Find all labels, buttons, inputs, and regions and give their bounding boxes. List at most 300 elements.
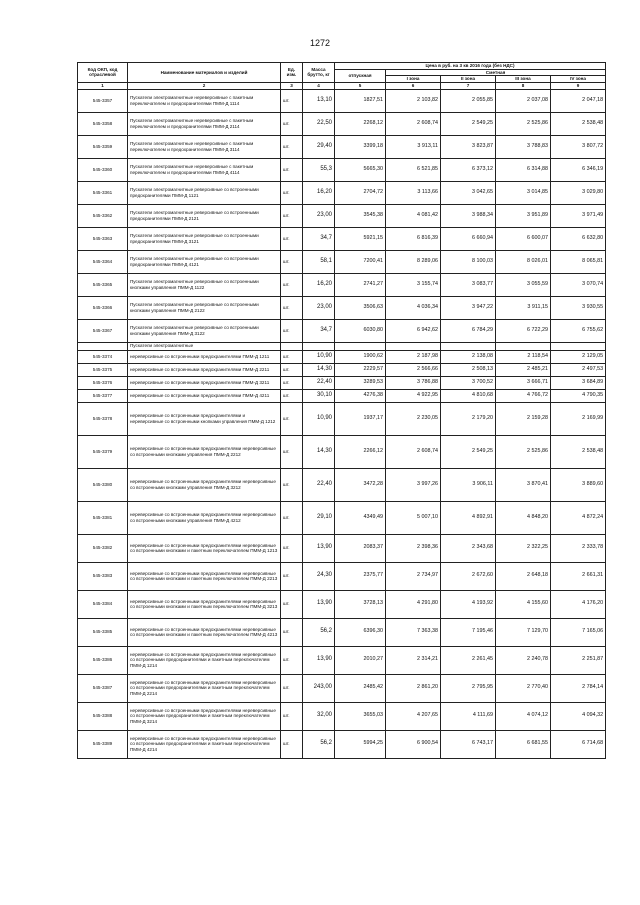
cell-price-zone-1: 4 207,65 (386, 702, 441, 730)
cell-code: 545-3381 (78, 501, 128, 534)
cell-code: 545-3383 (78, 562, 128, 590)
cell-price-release: 4349,49 (335, 501, 386, 534)
cell-code (78, 342, 128, 350)
cell-unit: шт. (281, 319, 303, 342)
cell-name: Пускатели электромагнитные реверсивные со встроенными кнопками управления ПММ-Д 1122 (128, 273, 281, 296)
cell-mass: 58,1 (303, 250, 335, 273)
cell-price-zone-2: 3 823,87 (441, 135, 496, 158)
cell-code: 545-3375 (78, 363, 128, 376)
cell-mass: 30,10 (303, 389, 335, 402)
cell-price-zone-1: 8 289,06 (386, 250, 441, 273)
cell-price-zone-4: 2 333,78 (551, 534, 606, 562)
cell-price-release: 1900,62 (335, 350, 386, 363)
header-zone-3: III зона (496, 76, 551, 83)
cell-price-release: 3506,63 (335, 296, 386, 319)
cell-price-zone-1: 2 103,82 (386, 89, 441, 112)
cell-code: 545-3363 (78, 227, 128, 250)
cell-price-release: 2268,12 (335, 112, 386, 135)
cell-price-zone-2: 2 549,25 (441, 112, 496, 135)
cell-mass: 22,40 (303, 468, 335, 501)
cell-price-zone-1: 3 113,66 (386, 181, 441, 204)
cell-code: 545-3364 (78, 250, 128, 273)
cell-price-zone-3: 3 951,89 (496, 204, 551, 227)
table-row (78, 112, 606, 135)
cell-price-zone-2: 2 055,85 (441, 89, 496, 112)
cell-price-zone-4: 6 755,62 (551, 319, 606, 342)
cell-price-zone-4: 3 889,60 (551, 468, 606, 501)
cell-price-zone-3: 3 055,59 (496, 273, 551, 296)
cell-name: нереверсивные со встроенными предохранителями нереверсивные со встроенными кнопками и пакетным переключателем ПММ-Д 1213 (128, 534, 281, 562)
table-row (78, 376, 606, 389)
cell-mass: 55,3 (303, 158, 335, 181)
cell-price-zone-1: 2 734,97 (386, 562, 441, 590)
cell-mass: 10,90 (303, 402, 335, 435)
cell-price-zone-3: 2 037,08 (496, 89, 551, 112)
cell-code: 545-3378 (78, 402, 128, 435)
cell-mass: 13,10 (303, 89, 335, 112)
cell-name: нереверсивные со встроенными предохранителями нереверсивные со встроенными предохранителями и пакетным переключателем ПММ-Д 4214 (128, 730, 281, 758)
cell-unit: шт. (281, 590, 303, 618)
header-release: отпускная (335, 69, 386, 82)
cell-unit: шт. (281, 135, 303, 158)
cell-price-zone-3: 2 485,21 (496, 363, 551, 376)
column-index: 9 (551, 82, 606, 89)
cell-code: 545-3376 (78, 376, 128, 389)
cell-price-zone-3: 6 600,07 (496, 227, 551, 250)
cell-price-zone-3: 4 766,72 (496, 389, 551, 402)
cell-name: нереверсивные со встроенными предохранителями ПММ-Д 1211 (128, 350, 281, 363)
cell-price-zone-3: 8 026,01 (496, 250, 551, 273)
cell-mass: 14,30 (303, 435, 335, 468)
cell-price-zone-4: 2 538,48 (551, 435, 606, 468)
cell-price-zone-4: 3 971,49 (551, 204, 606, 227)
header-zone-2: II зона (441, 76, 496, 83)
cell-price-zone-3: 3 666,71 (496, 376, 551, 389)
cell-price-release: 5994,25 (335, 730, 386, 758)
cell-price-zone-3: 3 014,85 (496, 181, 551, 204)
cell-price-zone-3: 2 118,54 (496, 350, 551, 363)
cell-price-zone-2: 2 179,20 (441, 402, 496, 435)
cell-price-zone-2: 2 795,95 (441, 674, 496, 702)
cell-price-zone-4: 8 065,81 (551, 250, 606, 273)
cell-price-release: 1937,17 (335, 402, 386, 435)
cell-mass: 23,00 (303, 296, 335, 319)
table-row (78, 702, 606, 730)
cell-price-zone-3: 6 722,29 (496, 319, 551, 342)
cell-price-zone-4: 4 094,32 (551, 702, 606, 730)
table-row (78, 534, 606, 562)
cell-price-zone-1: 4 081,42 (386, 204, 441, 227)
cell-price-zone-1: 6 900,54 (386, 730, 441, 758)
cell-price-zone-4: 2 661,31 (551, 562, 606, 590)
cell-price-zone-1: 2 314,21 (386, 646, 441, 674)
cell-price-zone-2: 2 261,45 (441, 646, 496, 674)
cell-price-zone-4: 6 346,19 (551, 158, 606, 181)
table-row (78, 730, 606, 758)
cell-code: 545-3379 (78, 435, 128, 468)
cell-code: 545-3367 (78, 319, 128, 342)
cell-price-zone-3: 7 129,70 (496, 618, 551, 646)
cell-mass: 22,50 (303, 112, 335, 135)
header-estimated: Сметная (386, 69, 606, 76)
header-mass: Масса брутто, кг (303, 63, 335, 83)
cell-price-zone-2: 3 042,65 (441, 181, 496, 204)
header-unit: Ед. изм. (281, 63, 303, 83)
cell-price-zone-1: 3 786,88 (386, 376, 441, 389)
cell-mass: 29,40 (303, 135, 335, 158)
cell-name: нереверсивные со встроенными предохранителями нереверсивные со встроенными предохранителями и пакетным переключателем ПММ-Д 3214 (128, 702, 281, 730)
table-row (78, 590, 606, 618)
cell-price-zone-3: 3 788,83 (496, 135, 551, 158)
cell-price-release: 4276,38 (335, 389, 386, 402)
table-row (78, 363, 606, 376)
cell-price-release: 7200,41 (335, 250, 386, 273)
cell-name: нереверсивные со встроенными предохранителями нереверсивные со встроенными кнопками управления ПММ-Д 3212 (128, 468, 281, 501)
cell-price-zone-3: 4 074,12 (496, 702, 551, 730)
cell-price-zone-2: 2 508,13 (441, 363, 496, 376)
cell-name: нереверсивные со встроенными предохранителями нереверсивные со встроенными предохранителями и пакетным переключателем ПММ-Д 1214 (128, 646, 281, 674)
cell-price-zone-4: 3 070,74 (551, 273, 606, 296)
cell-price-release: 2229,57 (335, 363, 386, 376)
cell-mass: 32,00 (303, 702, 335, 730)
cell-price-release: 3728,13 (335, 590, 386, 618)
cell-price-release: 5665,30 (335, 158, 386, 181)
cell-unit: шт. (281, 730, 303, 758)
cell-price-zone-1: 3 913,11 (386, 135, 441, 158)
cell-price-zone-1: 3 997,26 (386, 468, 441, 501)
cell-mass: 14,30 (303, 363, 335, 376)
cell-unit: шт. (281, 674, 303, 702)
cell-code: 545-3374 (78, 350, 128, 363)
cell-price-zone-4: 2 047,18 (551, 89, 606, 112)
price-table (77, 62, 606, 759)
cell-price-zone-3: 2 240,78 (496, 646, 551, 674)
header-price-title: Цена в руб. на 3 кв 2016 года (без НДС) (335, 63, 606, 70)
cell-mass: 34,7 (303, 319, 335, 342)
cell-price-zone-1: 2 230,05 (386, 402, 441, 435)
cell-price-zone-2 (441, 342, 496, 350)
cell-price-release: 3472,28 (335, 468, 386, 501)
cell-price-zone-4: 6 714,68 (551, 730, 606, 758)
cell-mass: 10,90 (303, 350, 335, 363)
table-row (78, 501, 606, 534)
column-index: 1 (78, 82, 128, 89)
table-row (78, 562, 606, 590)
cell-unit: шт. (281, 158, 303, 181)
table-row (78, 158, 606, 181)
cell-price-zone-4: 7 165,06 (551, 618, 606, 646)
table-row (78, 646, 606, 674)
cell-price-zone-4: 3 684,89 (551, 376, 606, 389)
cell-code: 545-3388 (78, 702, 128, 730)
table-row (78, 402, 606, 435)
cell-unit: шт. (281, 296, 303, 319)
cell-code: 545-3384 (78, 590, 128, 618)
cell-name: нереверсивные со встроенными предохранителями нереверсивные со встроенными кнопками управления ПММ-Д 4212 (128, 501, 281, 534)
cell-mass: 16,20 (303, 181, 335, 204)
cell-price-zone-3: 2 322,25 (496, 534, 551, 562)
cell-price-zone-3: 2 525,86 (496, 112, 551, 135)
cell-price-zone-2: 3 947,22 (441, 296, 496, 319)
cell-price-zone-2: 6 743,17 (441, 730, 496, 758)
cell-price-zone-2: 8 100,03 (441, 250, 496, 273)
cell-price-zone-3: 4 848,20 (496, 501, 551, 534)
cell-price-zone-3 (496, 342, 551, 350)
cell-code: 545-3361 (78, 181, 128, 204)
header-code: Код ОКП, код отраслевой (78, 63, 128, 83)
cell-mass: 56,2 (303, 618, 335, 646)
cell-price-zone-4: 3 930,55 (551, 296, 606, 319)
cell-mass: 13,90 (303, 534, 335, 562)
cell-mass: 16,20 (303, 273, 335, 296)
cell-unit: шт. (281, 350, 303, 363)
column-index: 5 (335, 82, 386, 89)
cell-price-zone-1: 3 155,74 (386, 273, 441, 296)
cell-unit: шт. (281, 389, 303, 402)
cell-price-zone-1: 4 291,80 (386, 590, 441, 618)
cell-price-zone-4: 4 176,20 (551, 590, 606, 618)
header-name: Наименование материалов и изделий (128, 63, 281, 83)
page-number: 1272 (309, 38, 331, 48)
cell-code: 545-3385 (78, 618, 128, 646)
column-index: 7 (441, 82, 496, 89)
cell-code: 545-3382 (78, 534, 128, 562)
cell-name: Пускатели электромагнитные реверсивные со встроенными предохранителями ПММ-Д 2121 (128, 204, 281, 227)
cell-price-zone-1: 2 608,74 (386, 435, 441, 468)
cell-name: Пускатели электромагнитные реверсивные со встроенными предохранителями ПММ-Д 3121 (128, 227, 281, 250)
cell-price-zone-4: 2 784,14 (551, 674, 606, 702)
cell-name: нереверсивные со встроенными предохранителями нереверсивные со встроенными кнопками и пакетным переключателем ПММ-Д 2213 (128, 562, 281, 590)
cell-unit: шт. (281, 702, 303, 730)
cell-mass: 22,40 (303, 376, 335, 389)
cell-price-release (335, 342, 386, 350)
cell-price-zone-2: 2 672,60 (441, 562, 496, 590)
cell-price-zone-2: 4 810,68 (441, 389, 496, 402)
cell-price-zone-1: 2 566,66 (386, 363, 441, 376)
cell-price-release: 3655,03 (335, 702, 386, 730)
cell-price-zone-2: 6 660,94 (441, 227, 496, 250)
header-zone-1: I зона (386, 76, 441, 83)
cell-code: 545-3357 (78, 89, 128, 112)
cell-price-zone-1: 5 007,10 (386, 501, 441, 534)
cell-code: 545-3359 (78, 135, 128, 158)
cell-price-release: 5921,15 (335, 227, 386, 250)
cell-price-zone-3: 6 681,55 (496, 730, 551, 758)
cell-name: нереверсивные со встроенными предохранителями ПММ-Д 4211 (128, 389, 281, 402)
table-row (78, 250, 606, 273)
cell-price-zone-3: 4 155,60 (496, 590, 551, 618)
cell-mass: 243,00 (303, 674, 335, 702)
table-row (78, 273, 606, 296)
cell-name: Пускатели электромагнитные нереверсивные с пакетным переключателем и предохранителями ПММ-Д 1114 (128, 89, 281, 112)
cell-price-zone-4: 4 872,24 (551, 501, 606, 534)
cell-price-zone-3: 2 648,18 (496, 562, 551, 590)
cell-price-release: 2083,37 (335, 534, 386, 562)
cell-name: Пускатели электромагнитные нереверсивные с пакетным переключателем и предохранителями ПММ-Д 3114 (128, 135, 281, 158)
cell-price-release: 2704,72 (335, 181, 386, 204)
cell-name: нереверсивные со встроенными предохранителями ПММ-Д 2211 (128, 363, 281, 376)
cell-name: нереверсивные со встроенными предохранителями нереверсивные со встроенными кнопками и пакетным переключателем ПММ-Д 4213 (128, 618, 281, 646)
column-index: 4 (303, 82, 335, 89)
cell-price-zone-3: 2 770,40 (496, 674, 551, 702)
cell-unit: шт. (281, 363, 303, 376)
cell-price-release: 2741,27 (335, 273, 386, 296)
column-index: 6 (386, 82, 441, 89)
cell-price-zone-2: 2 343,68 (441, 534, 496, 562)
cell-price-zone-3: 3 911,15 (496, 296, 551, 319)
cell-price-release: 2485,42 (335, 674, 386, 702)
table-row (78, 135, 606, 158)
table-row (78, 319, 606, 342)
cell-name: Пускатели электромагнитные реверсивные со встроенными кнопками управления ПММ-Д 2122 (128, 296, 281, 319)
table-row (78, 435, 606, 468)
table-row (78, 342, 606, 350)
table-row (78, 204, 606, 227)
cell-price-zone-2: 3 083,77 (441, 273, 496, 296)
cell-price-zone-1: 6 942,62 (386, 319, 441, 342)
cell-mass: 56,2 (303, 730, 335, 758)
cell-price-zone-2: 2 138,08 (441, 350, 496, 363)
cell-unit: шт. (281, 273, 303, 296)
cell-mass: 34,7 (303, 227, 335, 250)
cell-price-release: 2375,77 (335, 562, 386, 590)
cell-code: 545-3386 (78, 646, 128, 674)
cell-unit: шт. (281, 250, 303, 273)
cell-price-zone-4 (551, 342, 606, 350)
table-row (78, 468, 606, 501)
cell-price-zone-2: 4 193,92 (441, 590, 496, 618)
table-row (78, 227, 606, 250)
cell-unit: шт. (281, 435, 303, 468)
cell-unit: шт. (281, 227, 303, 250)
cell-price-zone-1: 2 608,74 (386, 112, 441, 135)
column-index: 3 (281, 82, 303, 89)
cell-unit: шт. (281, 181, 303, 204)
cell-price-zone-2: 3 700,52 (441, 376, 496, 389)
cell-code: 545-3358 (78, 112, 128, 135)
cell-price-zone-1: 4 036,34 (386, 296, 441, 319)
cell-unit: шт. (281, 204, 303, 227)
cell-code: 545-3360 (78, 158, 128, 181)
header-zone-4: IV зона (551, 76, 606, 83)
cell-price-zone-1: 2 398,36 (386, 534, 441, 562)
cell-price-release: 1827,51 (335, 89, 386, 112)
cell-price-zone-3: 6 314,88 (496, 158, 551, 181)
table-row (78, 674, 606, 702)
cell-price-zone-4: 3 029,80 (551, 181, 606, 204)
cell-price-zone-4: 2 497,53 (551, 363, 606, 376)
cell-price-zone-4: 2 538,48 (551, 112, 606, 135)
cell-mass: 23,00 (303, 204, 335, 227)
cell-code: 545-3380 (78, 468, 128, 501)
cell-unit (281, 342, 303, 350)
cell-price-zone-4: 6 632,80 (551, 227, 606, 250)
table-row (78, 296, 606, 319)
cell-mass (303, 342, 335, 350)
table-row (78, 389, 606, 402)
cell-unit: шт. (281, 89, 303, 112)
cell-price-zone-3: 3 870,41 (496, 468, 551, 501)
cell-price-zone-2: 6 784,29 (441, 319, 496, 342)
column-index: 2 (128, 82, 281, 89)
cell-price-zone-1: 6 521,85 (386, 158, 441, 181)
cell-price-zone-4: 4 790,35 (551, 389, 606, 402)
cell-name: нереверсивные со встроенными предохранителями нереверсивные со встроенными кнопками управления ПММ-Д 2212 (128, 435, 281, 468)
cell-price-zone-2: 4 111,69 (441, 702, 496, 730)
cell-price-release: 3289,53 (335, 376, 386, 389)
table-row (78, 618, 606, 646)
table-row (78, 89, 606, 112)
cell-code: 545-3362 (78, 204, 128, 227)
cell-price-release: 2266,12 (335, 435, 386, 468)
cell-price-release: 6396,30 (335, 618, 386, 646)
table-row (78, 181, 606, 204)
cell-name: Пускатели электромагнитные (128, 342, 281, 350)
cell-price-zone-4: 2 251,87 (551, 646, 606, 674)
cell-name: Пускатели электромагнитные реверсивные со встроенными предохранителями ПММ-Д 1121 (128, 181, 281, 204)
cell-unit: шт. (281, 468, 303, 501)
cell-price-release: 2010,27 (335, 646, 386, 674)
cell-price-zone-2: 7 195,46 (441, 618, 496, 646)
cell-mass: 13,90 (303, 646, 335, 674)
cell-mass: 13,90 (303, 590, 335, 618)
cell-code: 545-3387 (78, 674, 128, 702)
cell-code: 545-3366 (78, 296, 128, 319)
cell-name: Пускатели электромагнитные реверсивные со встроенными предохранителями ПММ-Д 4121 (128, 250, 281, 273)
cell-unit: шт. (281, 376, 303, 389)
cell-price-zone-2: 2 549,25 (441, 435, 496, 468)
cell-name: Пускатели электромагнитные реверсивные со встроенными кнопками управления ПММ-Д 3122 (128, 319, 281, 342)
table-body (78, 89, 606, 758)
cell-unit: шт. (281, 402, 303, 435)
cell-price-release: 6030,80 (335, 319, 386, 342)
cell-price-zone-2: 4 892,91 (441, 501, 496, 534)
column-index: 8 (496, 82, 551, 89)
cell-price-zone-3: 2 525,86 (496, 435, 551, 468)
cell-unit: шт. (281, 112, 303, 135)
cell-price-zone-2: 3 988,34 (441, 204, 496, 227)
cell-price-zone-1 (386, 342, 441, 350)
cell-price-zone-4: 2 129,05 (551, 350, 606, 363)
cell-price-zone-3: 2 159,28 (496, 402, 551, 435)
cell-price-zone-4: 2 169,99 (551, 402, 606, 435)
cell-mass: 29,10 (303, 501, 335, 534)
cell-unit: шт. (281, 646, 303, 674)
cell-price-zone-1: 2 861,20 (386, 674, 441, 702)
cell-unit: шт. (281, 618, 303, 646)
cell-price-zone-2: 6 373,12 (441, 158, 496, 181)
cell-unit: шт. (281, 562, 303, 590)
cell-name: Пускатели электромагнитные нереверсивные с пакетным переключателем и предохранителями ПММ-Д 4114 (128, 158, 281, 181)
cell-name: Пускатели электромагнитные нереверсивные с пакетным переключателем и предохранителями ПММ-Д 2114 (128, 112, 281, 135)
cell-code: 545-3389 (78, 730, 128, 758)
table-row (78, 350, 606, 363)
cell-name: нереверсивные со встроенными предохранителями ПММ-Д 3211 (128, 376, 281, 389)
cell-code: 545-3377 (78, 389, 128, 402)
cell-unit: шт. (281, 501, 303, 534)
cell-code: 545-3365 (78, 273, 128, 296)
cell-name: нереверсивные со встроенными предохранителями нереверсивные со встроенными предохранителями и пакетным переключателем ПММ-Д 2214 (128, 674, 281, 702)
cell-price-zone-1: 6 816,39 (386, 227, 441, 250)
cell-mass: 24,30 (303, 562, 335, 590)
cell-unit: шт. (281, 534, 303, 562)
cell-price-zone-1: 4 922,95 (386, 389, 441, 402)
cell-price-release: 3399,18 (335, 135, 386, 158)
cell-price-zone-1: 2 187,98 (386, 350, 441, 363)
cell-price-zone-1: 7 363,38 (386, 618, 441, 646)
cell-price-zone-2: 3 906,11 (441, 468, 496, 501)
cell-name: нереверсивные со встроенными предохранителями и нереверсивные со встроенными кнопками управления ПММ-Д 1212 (128, 402, 281, 435)
